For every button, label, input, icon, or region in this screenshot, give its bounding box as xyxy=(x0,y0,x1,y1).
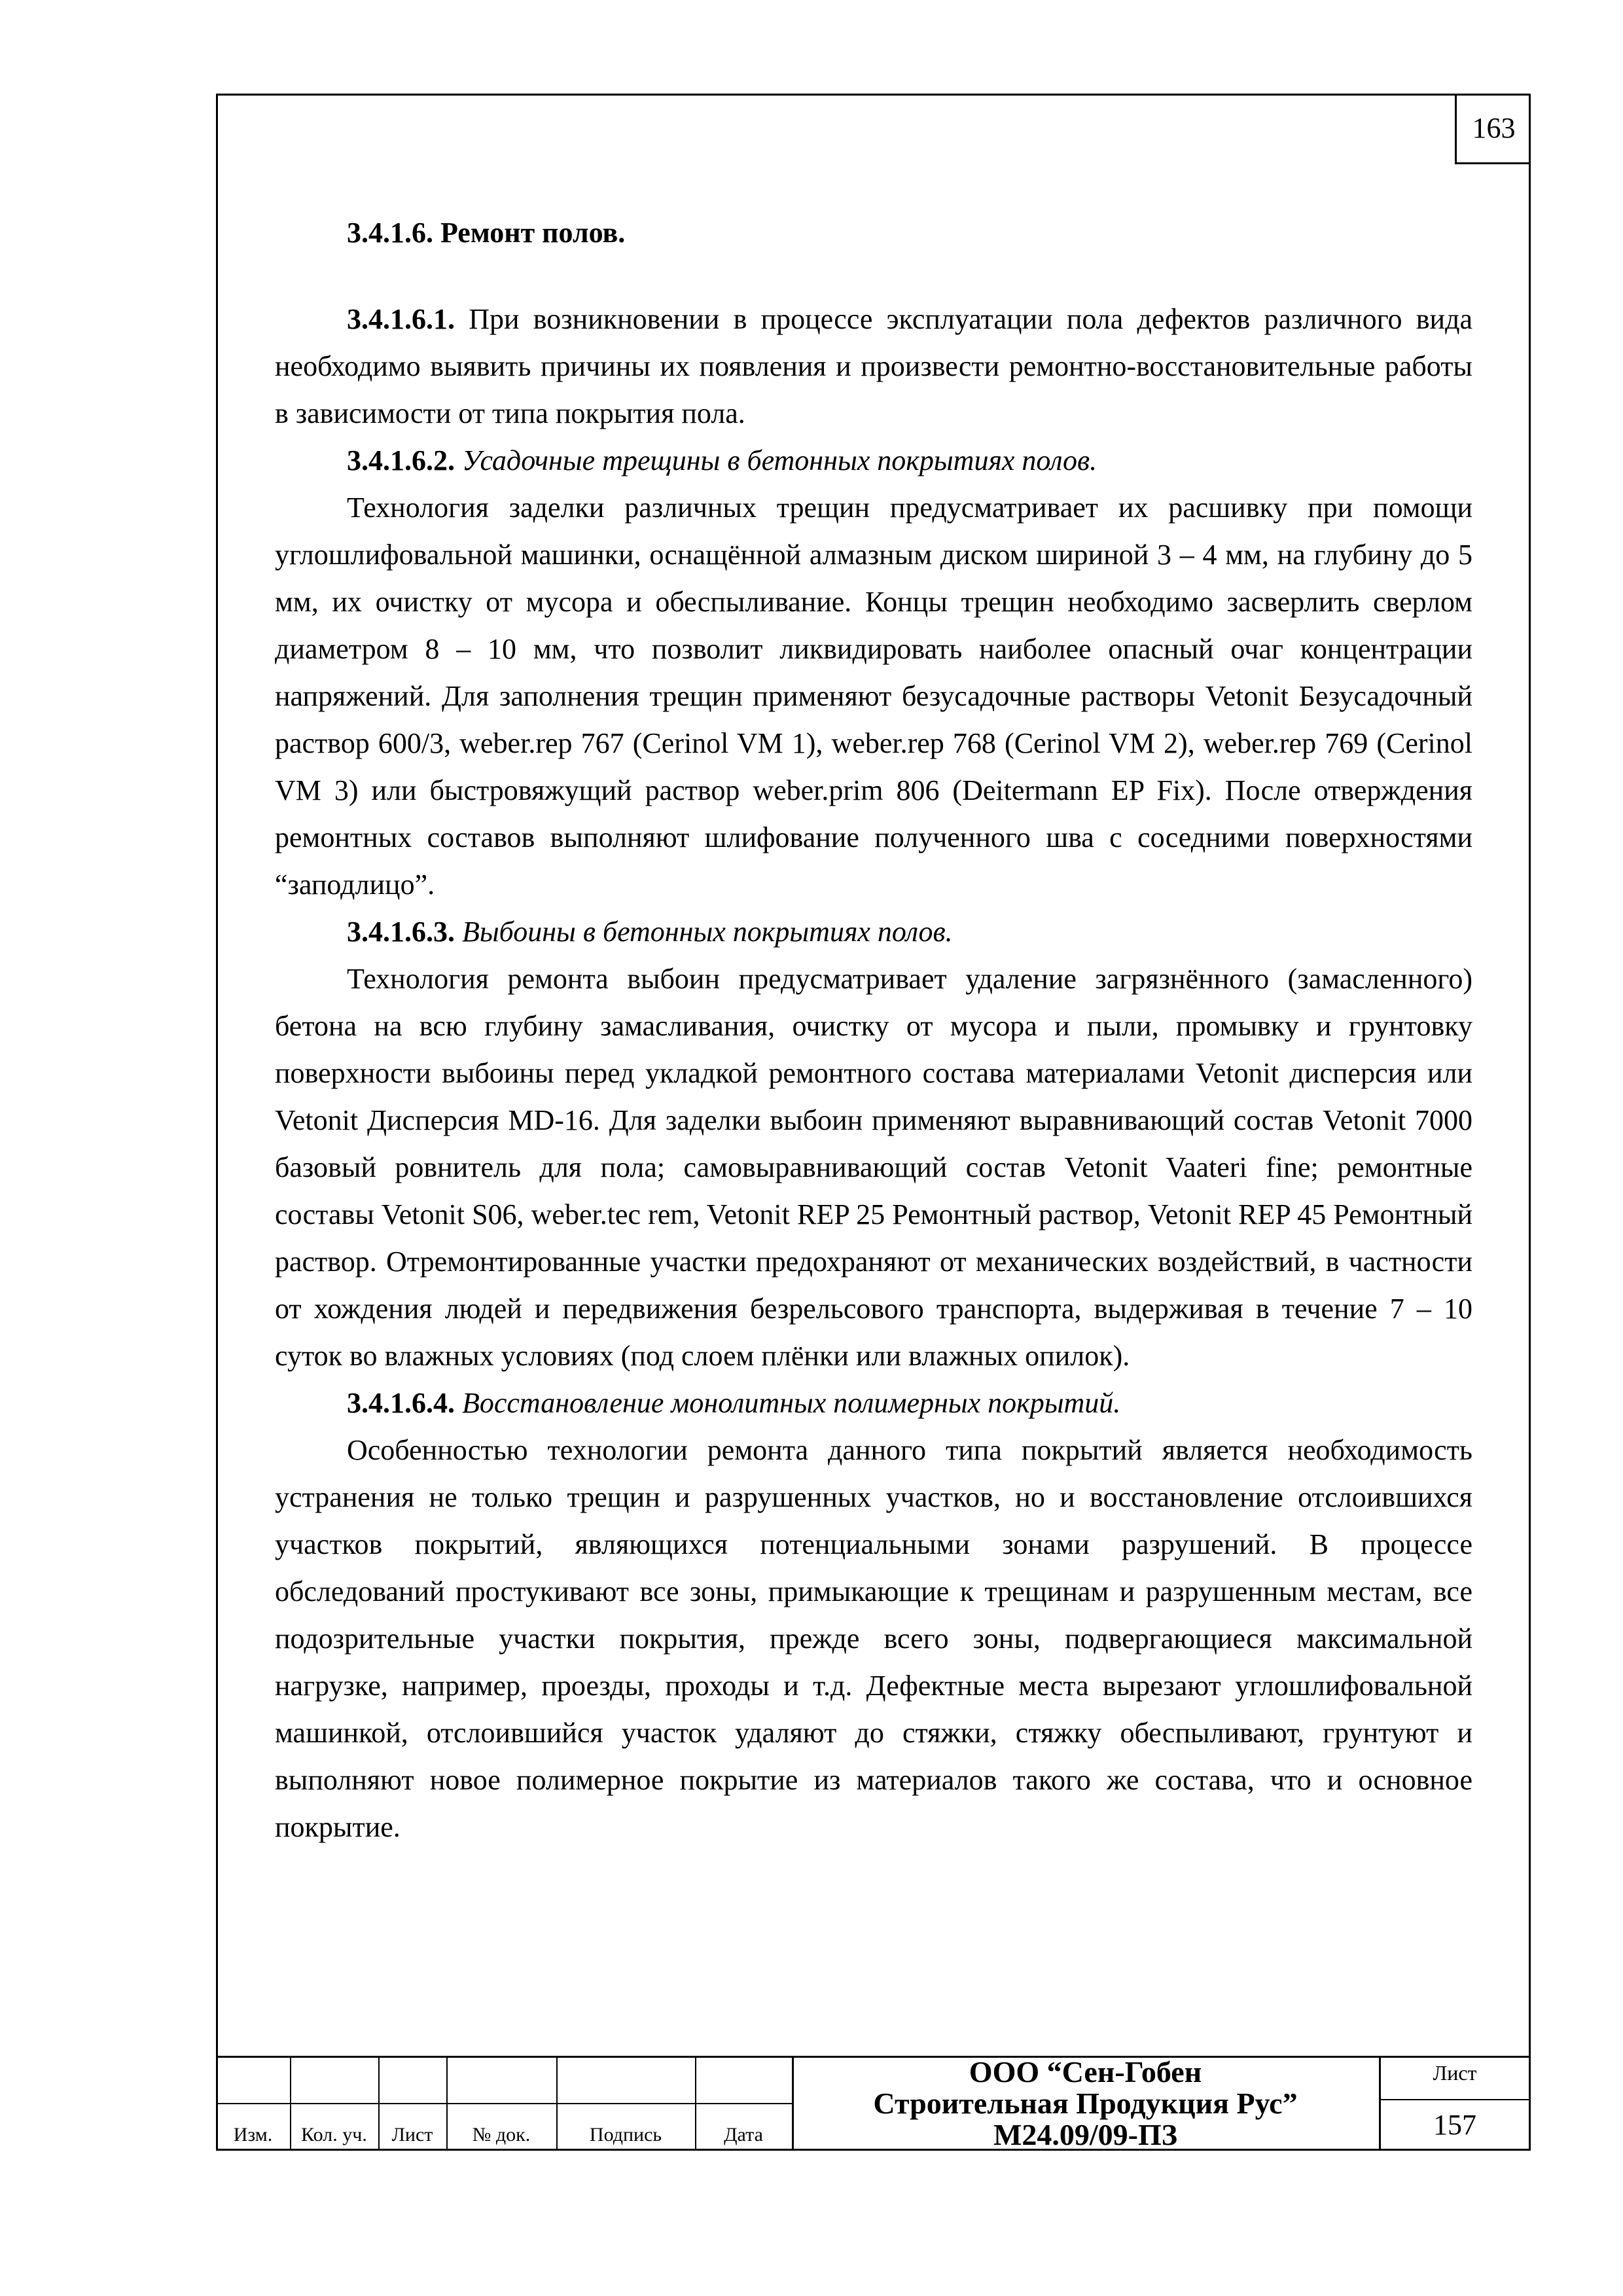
paragraph-3-4-1-6-1 xyxy=(275,296,1472,437)
clause-number: 3.4.1.6.4. xyxy=(347,1387,455,1419)
section-heading xyxy=(275,209,1472,257)
subheading-title: Усадочные трещины в бетонных покрытиях полов. xyxy=(455,444,1097,476)
subheading-title: Восстановление монолитных полимерных покрытий. xyxy=(455,1387,1121,1419)
title-block xyxy=(216,2056,1531,2151)
subheading-3-4-1-6-2 xyxy=(275,437,1472,484)
clause-number: 3.4.1.6.2. xyxy=(347,444,455,476)
subheading-3-4-1-6-3 xyxy=(275,908,1472,956)
section-heading-title: Ремонт полов. xyxy=(440,217,626,249)
clause-number: 3.4.1.6.3. xyxy=(347,916,455,948)
section-heading-number: 3.4.1.6. xyxy=(347,217,433,249)
company-block xyxy=(792,2056,1379,2151)
subheading-3-4-1-6-4 xyxy=(275,1380,1472,1427)
paragraph-potholes: Технология ремонта выбоин предусматривает удаление загрязнённого (замасленного) бетона на всю глубину замасливания, очистку от мусора и пыли, промывку и грунтовку поверхности выбоины перед укладкой ремонтного состава материалами Vetonit дисперсия или Vetonit Дисперсия MD-16. Для заделки выбоин применяют выравнивающий состав Vetonit 7000 базовый ровнитель для пола; самовыравнивающий состав Vetonit Vaateri fine; ремонтные составы Vetonit S06, weber.tec rem, Vetonit REP 25 Ремонтный раствор, Vetonit REP 45 Ремонтный раствор. Отремонтированные участки предохраняют от механических воздействий, в частности от хождения людей и передвижения безрельсового транспорта, выдерживая в течение 7 – 10 суток во влажных условиях (под слоем плёнки или влажных опилок). xyxy=(275,963,1472,1372)
paragraph-cracks: Технология заделки различных трещин предусматривает их расшивку при помощи углошлифовальной машинки, оснащённой алмазным диском шириной 3 – 4 мм, на глубину до 5 мм, их очистку от мусора и обеспыливание. Концы трещин необходимо засверлить сверлом диаметром 8 – 10 мм, что позволит ликвидировать наиболее опасный очаг концентрации напряжений. Для заполнения трещин применяют безусадочные растворы Vetonit Безусадочный раствор 600/3, weber.rep 767 (Cerinol VM 1), weber.rep 768 (Cerinol VM 2), weber.rep 769 (Cerinol VM 3) или быстровяжущий раствор weber.prim 806 (Deitermann EP Fix). После отверждения ремонтных составов выполняют шлифование полученного шва с соседними поверхностями “заподлицо”. xyxy=(275,492,1472,901)
company-line-2: Строительная Продукция Рус” xyxy=(873,2086,1298,2120)
col-izm: Изм. xyxy=(233,2124,273,2145)
paragraph-polymer: Особенностью технологии ремонта данного типа покрытий является необходимость устранения не только трещин и разрушенных участков, но и восстановление отслоившихся участков покрытий, являющихся потенциальными зонами разрушений. В процессе обследований простукивают все зоны, примыкающие к трещинам и разрушенным местам, все подозрительные участки покрытия, прежде всего зоны, подвергающиеся максимальной нагрузке, например, проезды, проходы и т.д. Дефектные места вырезают углошлифовальной машинкой, отслоившийся участок удаляют до стяжки, стяжку обеспыливают, грунтуют и выполняют новое полимерное покрытие из материалов такого же состава, что и основное покрытие. xyxy=(275,1434,1472,1843)
col-kol-uch: Кол. уч. xyxy=(301,2124,367,2145)
col-date: Дата xyxy=(724,2124,763,2145)
col-list: Лист xyxy=(391,2124,433,2145)
document-code: М24.09/09-ПЗ xyxy=(993,2117,1178,2151)
company-line-1: ООО “Сен-Гобен xyxy=(969,2054,1202,2089)
sheet-label: Лист xyxy=(1433,2061,1477,2085)
subheading-title: Выбоины в бетонных покрытиях полов. xyxy=(455,916,953,948)
sheet-number: 157 xyxy=(1433,2109,1476,2141)
col-doc-number: № док. xyxy=(472,2124,531,2145)
col-signature: Подпись xyxy=(589,2124,662,2145)
top-page-number: 163 xyxy=(1455,94,1531,164)
paragraph-text: При возникновении в процессе эксплуатации пола дефектов различного вида необходимо выявить причины их появления и произвести ремонтно-восстановительные работы в зависимости от типа покрытия пола. xyxy=(275,303,1472,429)
document-body xyxy=(275,209,1472,1851)
clause-number: 3.4.1.6.1. xyxy=(347,303,455,335)
